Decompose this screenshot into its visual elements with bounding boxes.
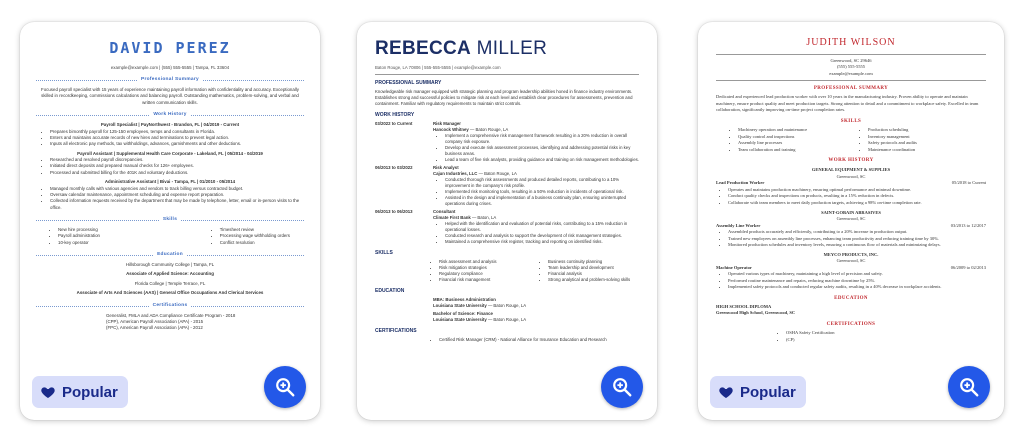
cert-list <box>375 337 639 343</box>
education-degree: Associate of Applied Science: Accounting <box>126 271 214 277</box>
job-location: — Baton Rouge, LA <box>478 170 517 176</box>
skill-item: • Safety protocols and audits <box>868 140 986 147</box>
job-title: Administrative Assistant | Bivai - Tampa, FL | 01/2010 - 05/2014 <box>104 179 236 185</box>
job-dates: 05/2018 to Current <box>951 180 986 186</box>
job-bullet: • Helped with the identification and evaluation of potential risks, contributing to a 15% reduction in operational losses. <box>445 221 639 233</box>
resume-preview <box>20 22 320 420</box>
job-bullet: • Implemented safety protocols and conducted regular safety audits, resulting in a 40% decrease in workplace accidents. <box>728 284 986 291</box>
education-location: — Baton Rouge, LA <box>487 317 527 323</box>
job-entry <box>375 165 639 207</box>
job-entry <box>36 122 304 148</box>
zoom-preview-button[interactable] <box>601 366 643 408</box>
job-bullet: • Performed routine maintenance and repairs, reducing machine downtime by 25%. <box>728 278 986 285</box>
job-bullet: • Processed and submitted billing for the 401K and voluntary deductions. <box>50 170 304 176</box>
job-bullet: • Assisted in the design and implementation of a business continuity plan, ensuring uninterrupted operations during crises. <box>445 195 639 207</box>
job-bullet: • Monitored production schedules and inventory levels, ensuring a continuous flow of materials and minimizing delays. <box>728 242 986 249</box>
job-company: Hancock Whitney <box>433 126 469 132</box>
section-heading: Education <box>36 252 304 259</box>
education-degree: MBA: Business Administration <box>433 297 496 303</box>
skill-item: • Maintenance coordination <box>868 147 986 154</box>
skill-item: • Timesheet review <box>220 227 290 233</box>
job-company: Cajun Industries, LLC <box>433 170 478 176</box>
divider <box>716 54 986 55</box>
skills-list <box>716 127 986 153</box>
job-title: Consultant <box>433 208 456 214</box>
job-entry <box>36 179 304 211</box>
job-bullet: • Inputs all electronic pay methods, tax withholdings, advances, garnishments and other deductions. <box>50 141 304 147</box>
education-school: Hillsborough Community College | Tampa, FL <box>125 262 215 268</box>
resume-card-judith-wilson[interactable] <box>698 22 1004 420</box>
zoom-in-icon <box>611 376 633 398</box>
section-heading: Certifications <box>36 303 304 310</box>
job-dates: 06/2009 to 02/2013 <box>950 264 986 270</box>
job-title: Payroll Assistant | Supplemental Health Care Corporate - Lakeland, FL | 05/2014 - 04/2019 <box>77 150 263 156</box>
cert-item: (CPP), American Payroll Association (APA) - 2015 <box>106 318 204 324</box>
summary-text: Focused payroll specialist with 15 years of experience maintaining payroll information with confidentiality and accuracy. Exceptionally skilled in recordkeeping, commissions calculations and balancing payroll. Outstanding mathematics, problem-solving, and verbal and written communication skills. <box>41 87 299 105</box>
job-title: Assembly Line Worker <box>716 222 761 228</box>
section-heading: Work History <box>36 112 304 119</box>
popular-badge <box>710 376 806 408</box>
education-entry <box>375 297 639 309</box>
job-bullet: • Develop and execute risk assessment processes, identifying and addressing potential risks in key business areas. <box>445 145 639 157</box>
job-bullet: • Collaborate with team members to meet daily production targets, achieving a 98% on-time completion rate. <box>728 200 986 207</box>
job-entry <box>375 121 639 163</box>
heart-icon <box>40 384 56 400</box>
job-title: Risk Analyst <box>433 164 459 170</box>
job-entry <box>375 209 639 245</box>
job-bullet: • Implemented risk monitoring tools, resulting in a 50% reduction in incidents of operational risk. <box>445 189 639 195</box>
education-degree: Associate of Arts And Sciences (AAS) | General Office Occupations And Clerical Services <box>76 290 264 296</box>
skill-item: • Machinery operation and maintenance <box>738 127 856 134</box>
education-school: Florida College | Temple Terrace, FL <box>134 280 206 286</box>
section-heading: EDUCATION <box>375 288 405 295</box>
job-bullet: • Trained new employees on assembly line processes, enhancing team productivity and reducing training time by 30%. <box>728 236 986 243</box>
job-bullet: • Managed monthly calls with various agencies and vendors to track billing versus contracted budget. <box>50 186 304 192</box>
job-location: Greenwood, SC <box>836 173 866 179</box>
education-entry <box>375 311 639 323</box>
job-dates: 06/2013 to 06/2013 <box>375 208 413 214</box>
job-entry <box>716 167 986 206</box>
contact-phone: (555) 555-5555 <box>836 64 866 70</box>
education-degree: HIGH SCHOOL DIPLOMA <box>716 303 772 309</box>
popular-badge <box>32 376 128 408</box>
cert-item: Generalist, FMLA and ADA Compliance Certificate Program - 2018 <box>106 312 236 318</box>
section-heading: SKILLS <box>840 118 862 124</box>
job-bullet: • Operates and maintains production machinery, ensuring optimal performance and minimal downtime. <box>728 187 986 194</box>
resume-contact: Baton Rouge, LA 70806 | 555-555-5555 | example@example.com <box>375 65 639 75</box>
resume-card-david-perez[interactable] <box>20 22 320 420</box>
cert-item: • (CP) <box>786 337 986 344</box>
popular-label: Popular <box>62 383 118 401</box>
job-bullet: • Lead a team of five risk analysts, providing guidance and training on risk management methodologies. <box>445 157 639 163</box>
skill-item: • Team collaboration and training <box>738 147 856 154</box>
job-title: Payroll Specialist | PayNorthwest - Brandon, FL | 04/2019 - Current <box>100 122 240 128</box>
contact-email: example@example.com <box>829 70 873 76</box>
skill-item: • Conflict resolution <box>220 240 290 246</box>
job-bullet: • Enters and maintains accurate records of new hires and terminations to prevent legal action. <box>50 135 304 141</box>
skill-item: • Regulatory compliance <box>439 271 530 277</box>
job-bullet: • Assembled products accurately and efficiently, contributing to a 20% increase in production output. <box>728 229 986 236</box>
summary-text: Dedicated and experienced lead production worker with over 10 years in the manufacturing industry. Proven ability to operate and maintain machinery, ensure product quality and meet production targets. Strong attention to detail and a commitment to workplace safety. Excelled in team collaboration, significantly improving on-time project completion rates. <box>716 94 979 113</box>
job-entry <box>36 151 304 177</box>
job-location: Greenwood, SC <box>836 216 866 222</box>
resume-last-name: MILLER <box>476 38 548 59</box>
divider <box>716 80 986 81</box>
education-degree: Bachelor of Science: Finance <box>433 311 493 317</box>
job-company: MEYCO PRODUCTS, INC. <box>823 251 879 257</box>
resume-contact: example@example.com | (555) 555-5555 | Tampa, FL 33604 <box>110 64 230 70</box>
job-location: Greenwood, SC <box>836 258 866 264</box>
skills-list <box>36 227 304 246</box>
section-heading: EDUCATION <box>834 295 868 301</box>
skill-item: • Financial risk management <box>439 277 530 283</box>
resume-contact <box>716 58 986 78</box>
contact-address: Greenwood, SC 29646 <box>830 57 872 63</box>
zoom-in-icon <box>274 376 296 398</box>
job-bullet: • Conduct quality checks and inspections on products, resulting in a 15% reduction in defects. <box>728 193 986 200</box>
education-school-line <box>433 317 639 323</box>
skill-item: • Team leadership and development <box>548 265 639 271</box>
cert-item: • Certified Risk Manager (CRM) - National Alliance for Insurance Education and Research <box>439 337 639 343</box>
popular-label: Popular <box>740 383 796 401</box>
job-location: — Baton Rouge, LA <box>470 126 509 132</box>
summary-text: Knowledgeable risk manager equipped with strategic planning and program leadership abilities honed in finance industry environments. Establishes strong and successful policies to mitigate risk at each level and establish clear procedures for assessments, prevention and containment. Familiar with regulatory requirements to maintain strict controls. <box>375 88 633 106</box>
job-company: Climate First Bank <box>433 214 471 220</box>
skills-list <box>375 259 639 283</box>
education-location: — Baton Rouge, LA <box>487 303 527 309</box>
skill-item: • Quality control and inspections <box>738 134 856 141</box>
job-bullet: • Maintained a comprehensive risk register, tracking and reporting on identified risks. <box>445 239 639 245</box>
resume-name: DAVID PEREZ <box>109 39 231 57</box>
section-heading: PROFESSIONAL SUMMARY <box>375 79 442 86</box>
job-bullet: • Operated various types of machinery, maintaining a high level of precision and safety. <box>728 271 986 278</box>
job-bullet: • Prepares bimonthly payroll for 125-150 employees, temps and consultants in Florida. <box>50 129 304 135</box>
job-bullet: • Researched and resolved payroll discrepancies. <box>50 157 304 163</box>
resume-first-name: REBECCA <box>375 38 472 59</box>
job-bullet: • Oversaw calendar maintenance, appointment scheduling and expense report preparation. <box>50 192 304 198</box>
job-company: GENERAL EQUIPMENT & SUPPLIES <box>811 167 891 173</box>
education-school: Louisiana State University <box>433 317 487 323</box>
job-bullet: • Implement a comprehensive risk management framework resulting in a 20% reduction in overall company risk exposure. <box>445 133 639 145</box>
section-heading: PROFESSIONAL SUMMARY <box>813 86 889 92</box>
resume-name <box>375 36 639 63</box>
section-heading: Professional Summary <box>36 77 304 84</box>
job-dates: 06/2013 to 03/2022 <box>375 164 413 170</box>
job-location: — Baton, LA <box>471 214 497 220</box>
job-dates: 03/2022 to Current <box>375 120 413 126</box>
job-title: Risk Manager <box>433 120 461 126</box>
cert-item: (FPC), American Payroll Association (APA) - 2012 <box>106 325 203 331</box>
section-heading: Skills <box>36 217 304 224</box>
job-bullet: • Conducted research and analysis to support the development of risk management strategies. <box>445 233 639 239</box>
cert-list <box>716 330 986 343</box>
skill-item: • Assembly line processes <box>738 140 856 147</box>
skill-item: • Risk assessment and analysis <box>439 259 530 265</box>
section-heading: CERTIFICATIONS <box>826 321 876 327</box>
skill-item: • Strong analytical and problem-solving skills <box>548 277 639 283</box>
job-bullet: • Conducted thorough risk assessments and produced detailed reports, contributing to a 10% improvement in the company's risk profile. <box>445 177 639 189</box>
skill-item: • Inventory management <box>868 134 986 141</box>
resume-card-rebecca-miller[interactable] <box>357 22 657 420</box>
skill-item: • Production scheduling <box>868 127 986 134</box>
resume-preview <box>357 22 657 420</box>
skill-item: • Business continuity planning <box>548 259 639 265</box>
skill-item: • Financial analysis <box>548 271 639 277</box>
education-school: Louisiana State University <box>433 303 487 309</box>
skill-item: • Processing wage withholding orders <box>220 233 290 239</box>
zoom-preview-button[interactable] <box>264 366 306 408</box>
heart-icon <box>718 384 734 400</box>
section-heading: WORK HISTORY <box>828 158 874 164</box>
zoom-in-icon <box>958 376 980 398</box>
skill-item: • Risk mitigation strategies <box>439 265 530 271</box>
education-school-line <box>433 303 639 309</box>
section-heading: SKILLS <box>375 249 393 256</box>
section-heading: WORK HISTORY <box>375 111 415 118</box>
job-company: SAINT-GOBAIN ABRASIVES <box>821 209 881 215</box>
skill-item: • Payroll administration <box>58 233 100 239</box>
resume-name: JUDITH WILSON <box>806 37 896 48</box>
skill-item: • New hire processing <box>58 227 100 233</box>
job-entry <box>716 210 986 249</box>
resume-preview <box>698 22 1004 420</box>
job-entry <box>716 252 986 291</box>
job-bullet: • Initiated direct deposits and prepared manual checks for 126+ employees. <box>50 163 304 169</box>
job-bullet: • Collected information requests received by the department that may be made by telephone, letter, email or in-person visits to the office. <box>50 198 304 211</box>
section-heading: CERTIFICATIONS <box>375 328 417 335</box>
job-title: Lead Production Worker <box>716 180 765 186</box>
skill-item: • 10-key operator <box>58 240 100 246</box>
zoom-preview-button[interactable] <box>948 366 990 408</box>
cert-item: • OSHA Safety Certification <box>786 330 986 337</box>
education-school: Greenwood High School, Greenwood, SC <box>716 310 796 316</box>
job-dates: 03/2013 to 12/2017 <box>950 222 986 228</box>
job-title: Machine Operator <box>716 264 752 270</box>
